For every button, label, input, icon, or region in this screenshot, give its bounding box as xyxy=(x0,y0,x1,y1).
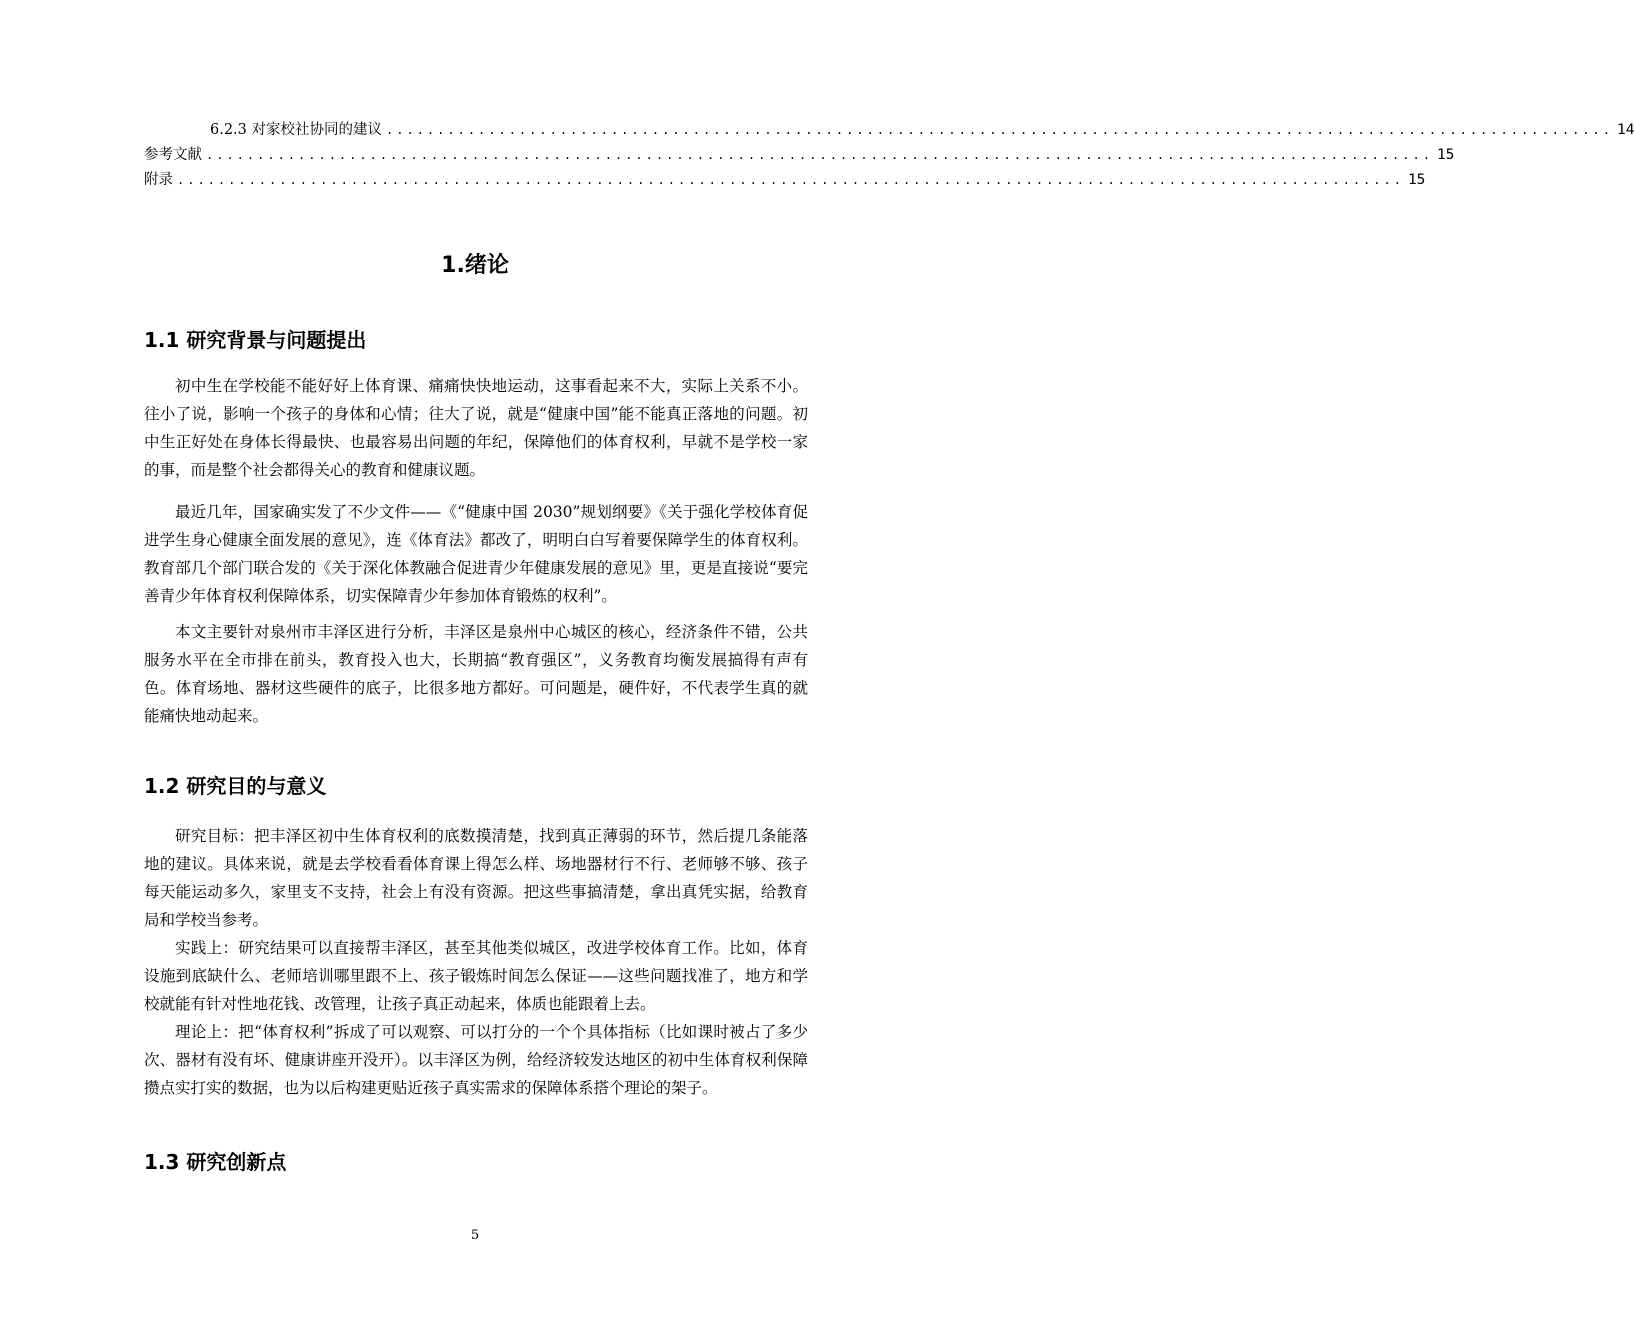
body-paragraph: 实践上：研究结果可以直接帮丰泽区，甚至其他类似城区，改进学校体育工作。比如，体育设施到底缺什么、老师培训哪里跟不上、孩子锻炼时间怎么保证——这些问题找准了，地方和学校就能有针对性地花钱、改管理，让孩子真正动起来，体质也能跟着上去。 xyxy=(144,939,808,1013)
table-of-contents xyxy=(144,118,1634,193)
toc-entry[interactable] xyxy=(144,168,1426,193)
body-paragraph: 最近几年，国家确实发了不少文件——《“健康中国 2030”规划纲要》《关于强化学校体育促进学生身心健康全面发展的意见》，连《体育法》都改了，明明白白写着要保障学生的体育权利。教育部几个部门联合发的《关于深化体教融合促进青少年健康发展的意见》里，更是直接说“要完善青少年体育权利保障体系，切实保障青少年参加体育锻炼的权利”。 xyxy=(144,503,808,605)
toc-leader-dots: ........................................................................................................................ xyxy=(386,123,1613,137)
chapter-title: 1.绪论 xyxy=(441,253,509,278)
body-paragraph: 本文主要针对泉州市丰泽区进行分析，丰泽区是泉州中心城区的核心，经济条件不错，公共服务水平在全市排在前头，教育投入也大，长期搞“教育强区”，义务教育均衡发展搞得有声有色。体育场地、器材这些硬件的底子，比很多地方都好。可问题是，硬件好，不代表学生真的就能痛快地动起来。 xyxy=(144,623,808,725)
toc-leader-dots: ........................................................................................................................ xyxy=(206,148,1433,162)
body-paragraph: 研究目标：把丰泽区初中生体育权利的底数摸清楚，找到真正薄弱的环节，然后提几条能落地的建议。具体来说，就是去学校看看体育课上得怎么样、场地器材行不行、老师够不够、孩子每天能运动多久，家里支不支持，社会上有没有资源。把这些事搞清楚，拿出真凭实据，给教育局和学校当参考。 xyxy=(144,827,808,929)
toc-entry-label: 附录 xyxy=(144,172,173,188)
toc-entry-page: 15 xyxy=(1407,172,1426,188)
body-paragraph: 理论上：把“体育权利”拆成了可以观察、可以打分的一个个具体指标（比如课时被占了多少次、器材有没有坏、健康讲座开没开）。以丰泽区为例，给经济较发达地区的初中生体育权利保障攒点实打实的数据，也为以后构建更贴近孩子真实需求的保障体系搭个理论的架子。 xyxy=(144,1023,808,1097)
section-heading: 1.3 研究创新点 xyxy=(144,1150,287,1174)
body-paragraph: 初中生在学校能不能好好上体育课、痛痛快快地运动，这事看起来不大，实际上关系不小。往小了说，影响一个孩子的身体和心情；往大了说，就是“健康中国”能不能真正落地的问题。初中生正好处在身体长得最快、也最容易出问题的年纪，保障他们的体育权利，早就不是学校一家的事，而是整个社会都得关心的教育和健康议题。 xyxy=(144,377,808,479)
toc-entry-label: 参考文献 xyxy=(144,147,202,163)
toc-entry-page: 14 xyxy=(1616,122,1634,138)
toc-leader-dots: ........................................................................................................................ xyxy=(177,173,1404,187)
toc-entry[interactable] xyxy=(144,143,1455,168)
toc-entry[interactable] xyxy=(144,118,1634,143)
section-heading: 1.2 研究目的与意义 xyxy=(144,774,327,798)
toc-entry-label: 6.2.3 对家校社协同的建议 xyxy=(210,122,383,138)
toc-entry-page: 15 xyxy=(1436,147,1455,163)
section-heading: 1.1 研究背景与问题提出 xyxy=(144,328,367,352)
page-number: 5 xyxy=(470,1228,480,1243)
